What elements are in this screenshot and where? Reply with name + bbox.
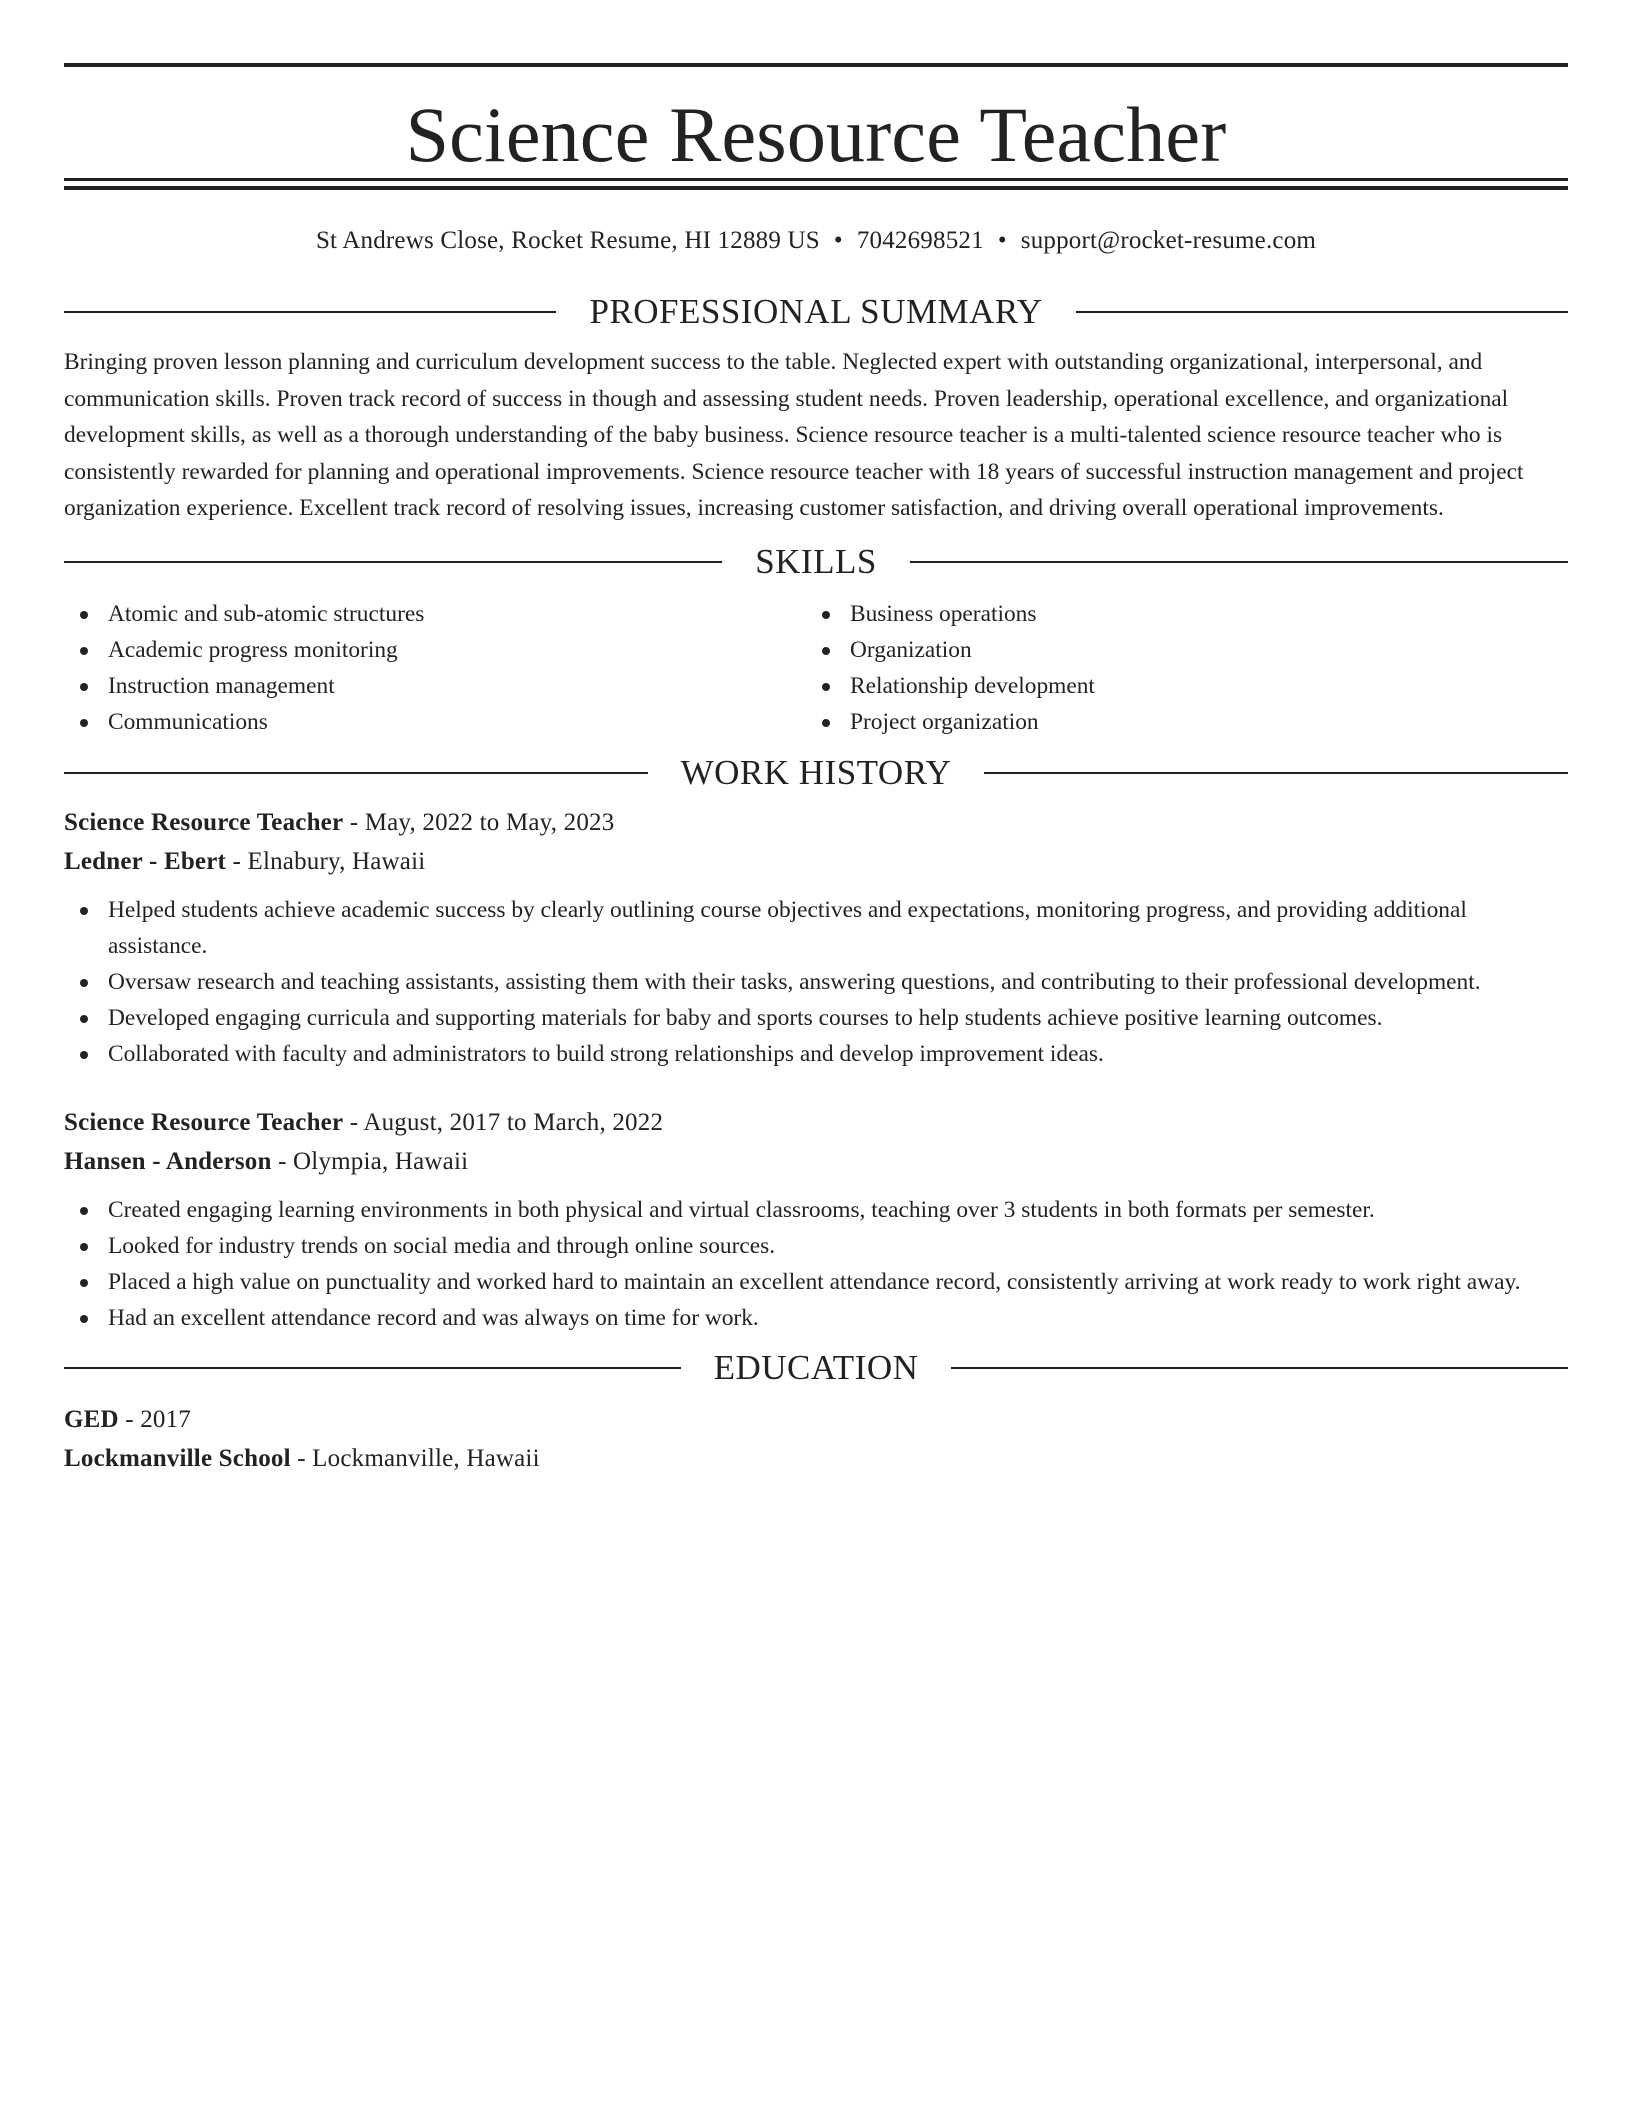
skills-column-left [64, 596, 806, 740]
job-bullet: Oversaw research and teaching assistants, assisting them with their tasks, answering questions, and contributing to their professional development. [64, 964, 1568, 1000]
job-entry [64, 803, 1568, 1072]
job-entry [64, 1103, 1568, 1336]
contact-separator: • [833, 227, 843, 254]
job-bullets [64, 892, 1568, 1072]
summary-text: Bringing proven lesson planning and curriculum development success to the table. Neglected expert with outstanding organizational, interpersonal, and communication skills. Proven track record of success in though and assessing student needs. Proven leadership, operational excellence, and organizational development skills, as well as a thorough understanding of the baby business. Science resource teacher is a multi-talented science resource teacher who is consistently rewarded for planning and operational improvements. Science resource teacher with 18 years of successful instruction management and project organization experience. Excellent track record of resolving issues, increasing customer satisfaction, and driving overall operational improvements. [64, 349, 1524, 521]
contact-phone: 7042698521 [856, 227, 984, 254]
skill-item: Relationship development [806, 668, 1548, 704]
job-bullet: Looked for industry trends on social media and through online sources. [64, 1228, 1568, 1264]
job-title: Science Resource Teacher [64, 808, 344, 836]
job-bullets [64, 1192, 1568, 1336]
skill-item: Academic progress monitoring [64, 632, 806, 668]
contact-email: support@rocket-resume.com [1020, 227, 1317, 254]
job-dates: - May, 2022 to May, 2023 [343, 808, 615, 836]
header-double-rule [64, 178, 1568, 190]
work-heading: WORK HISTORY [680, 752, 952, 792]
job-bullet: Collaborated with faculty and administrators to build strong relationships and develop improvement ideas. [64, 1036, 1568, 1072]
skill-item: Instruction management [64, 668, 806, 704]
education-location: - Lockmanville, Hawaii [290, 1444, 540, 1472]
education-section-heading [64, 1348, 1568, 1388]
contact-line [64, 226, 1568, 256]
job-company-line [64, 1142, 1568, 1181]
education-school-line [64, 1439, 1568, 1478]
work-section-heading [64, 753, 1568, 793]
summary-section-heading [64, 292, 1568, 332]
job-bullet: Placed a high value on punctuality and worked hard to maintain an excellent attendance record, consistently arriving at work ready to work right away. [64, 1264, 1568, 1300]
candidate-name: Science Resource Teacher [405, 91, 1227, 178]
job-bullet: Had an excellent attendance record and was always on time for work. [64, 1300, 1568, 1336]
skills-column-right [806, 596, 1548, 740]
job-company: Ledner - Ebert [64, 847, 227, 875]
skills-heading: SKILLS [755, 541, 877, 581]
job-location: - Olympia, Hawaii [271, 1147, 469, 1175]
job-bullet: Developed engaging curricula and supporting materials for baby and sports courses to help students achieve positive learning outcomes. [64, 1000, 1568, 1036]
job-title-line [64, 803, 1568, 842]
education-entry [64, 1400, 1568, 1478]
job-company: Hansen - Anderson [64, 1147, 272, 1175]
job-bullet: Created engaging learning environments in both physical and virtual classrooms, teaching over 3 students in both formats per semester. [64, 1192, 1568, 1228]
contact-separator: • [997, 227, 1007, 254]
resume-page [64, 0, 1568, 1478]
education-school: Lockmanville School [64, 1444, 291, 1472]
skill-item: Organization [806, 632, 1548, 668]
skill-item: Atomic and sub-atomic structures [64, 596, 806, 632]
job-title: Science Resource Teacher [64, 1108, 344, 1136]
education-degree: GED [64, 1405, 119, 1433]
skill-item: Project organization [806, 704, 1548, 740]
skill-item: Communications [64, 704, 806, 740]
education-year: - 2017 [118, 1405, 192, 1433]
job-company-line [64, 842, 1568, 881]
job-dates: - August, 2017 to March, 2022 [343, 1108, 664, 1136]
job-location: - Elnabury, Hawaii [226, 847, 426, 875]
skill-item: Business operations [806, 596, 1548, 632]
education-degree-line [64, 1400, 1568, 1439]
skills-section-heading [64, 542, 1568, 582]
skills-list [64, 596, 1568, 740]
summary-heading: PROFESSIONAL SUMMARY [589, 292, 1043, 331]
job-bullet: Helped students achieve academic success by clearly outlining course objectives and expectations, monitoring progress, and providing additional assistance. [64, 892, 1568, 964]
contact-address: St Andrews Close, Rocket Resume, HI 12889 US [315, 227, 820, 254]
education-heading: EDUCATION [713, 1347, 919, 1387]
job-title-line [64, 1103, 1568, 1142]
